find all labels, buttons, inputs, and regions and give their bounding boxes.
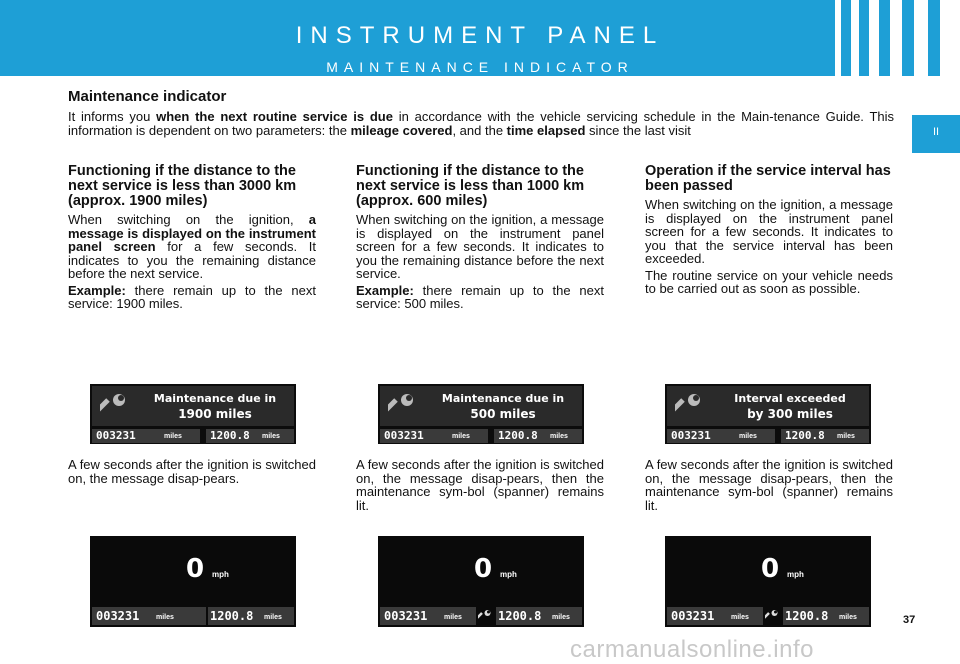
speed-value: 0 [474,554,493,584]
header-banner [0,0,960,76]
odometer-trip: 1200.8 miles [206,429,294,443]
speed-unit: mph [787,570,804,579]
display-message-1 [90,384,296,444]
display-line-2: 1900 miles [178,407,252,421]
odometer-trip: 1200.8 miles [208,607,294,625]
column-3 [645,164,893,299]
display-speed-1 [90,536,296,627]
spanner-icon [100,392,128,420]
column-2-heading: Functioning if the distance to the next service is less than 1000 km (approx. 600 miles) [356,163,585,209]
column-2-example: Example: there remain up to the next service: 500 miles. [356,282,604,311]
spanner-icon [478,609,492,623]
column-3-note: A few seconds after the ignition is switched on, the message disap-pears, then the maintenance sym-bol (spanner) remains lit. [645,457,893,513]
speed-value: 0 [186,554,205,584]
spanner-icon [765,609,779,623]
speed-value: 0 [761,554,780,584]
column-3-heading: Operation if the service interval has been passed [645,163,891,194]
display-line-1: Maintenance due in [441,392,565,405]
odometer-total: 003231 miles [667,429,775,443]
column-1-heading: Functioning if the distance to the next service is less than 3000 km (approx. 1900 miles) [68,163,297,209]
display-line-2: by 300 miles [747,407,833,421]
page-number: 37 [903,614,916,626]
column-2 [356,164,604,314]
column-2-note: A few seconds after the ignition is switched on, the message disap-pears, then the maintenance sym-bol (spanner) remains lit. [356,457,604,513]
display-speed-3 [665,536,871,627]
speed-unit: mph [212,570,229,579]
column-1-example: Example: there remain up to the next service: 1900 miles. [68,282,316,311]
odometer-trip: 1200.8 miles [781,429,869,443]
odometer-total: 003231 miles [92,607,206,625]
column-3-text: When switching on the ignition, a message is displayed on the instrument panel screen for a few seconds. It indicates to you that the service interval has been exceeded. [645,197,893,266]
watermark: carmanualsonline.info [570,636,814,663]
speed-unit: mph [500,570,517,579]
spanner-icon [675,392,703,420]
display-message-2 [378,384,584,444]
odometer-total: 003231 miles [380,429,488,443]
display-line-1: Maintenance due in [153,392,277,405]
chapter-tab: II [912,115,960,153]
odometer-total: 003231 miles [667,607,763,625]
odometer-trip: 1200.8 miles [783,607,869,625]
display-message-3 [665,384,871,444]
page-subtitle: MAINTENANCE INDICATOR [326,59,634,75]
intro-paragraph: It informs you when the next routine service is due in accordance with the vehicle servicing schedule in the Main-tenance Guide. This information is dependent on two parameters: the mileage covered, and the time elapsed since the last visit [68,109,894,138]
odometer-trip: 1200.8 miles [494,429,582,443]
display-line-1: Interval exceeded [734,392,846,405]
odometer-trip: 1200.8 miles [496,607,582,625]
column-1-note: A few seconds after the ignition is switched on, the message disap-pears. [68,457,316,486]
odometer-total: 003231 miles [92,429,200,443]
column-2-text: When switching on the ignition, a message is displayed on the instrument panel screen for a few seconds. It indicates to you the remaining distance before the next service. [356,212,604,281]
section-heading: Maintenance indicator [68,88,227,105]
column-1-text: When switching on the ignition, a message is displayed on the instrument panel screen for a few seconds. It indicates to you the remaining distance before the next service. [68,212,316,281]
column-1 [68,164,316,314]
display-speed-2 [378,536,584,627]
odometer-total: 003231 miles [380,607,476,625]
display-line-2: 500 miles [470,407,536,421]
spanner-icon [388,392,416,420]
column-3-text-2: The routine service on your vehicle needs to be carried out as soon as possible. [645,267,893,296]
page-title: INSTRUMENT PANEL [295,22,665,49]
